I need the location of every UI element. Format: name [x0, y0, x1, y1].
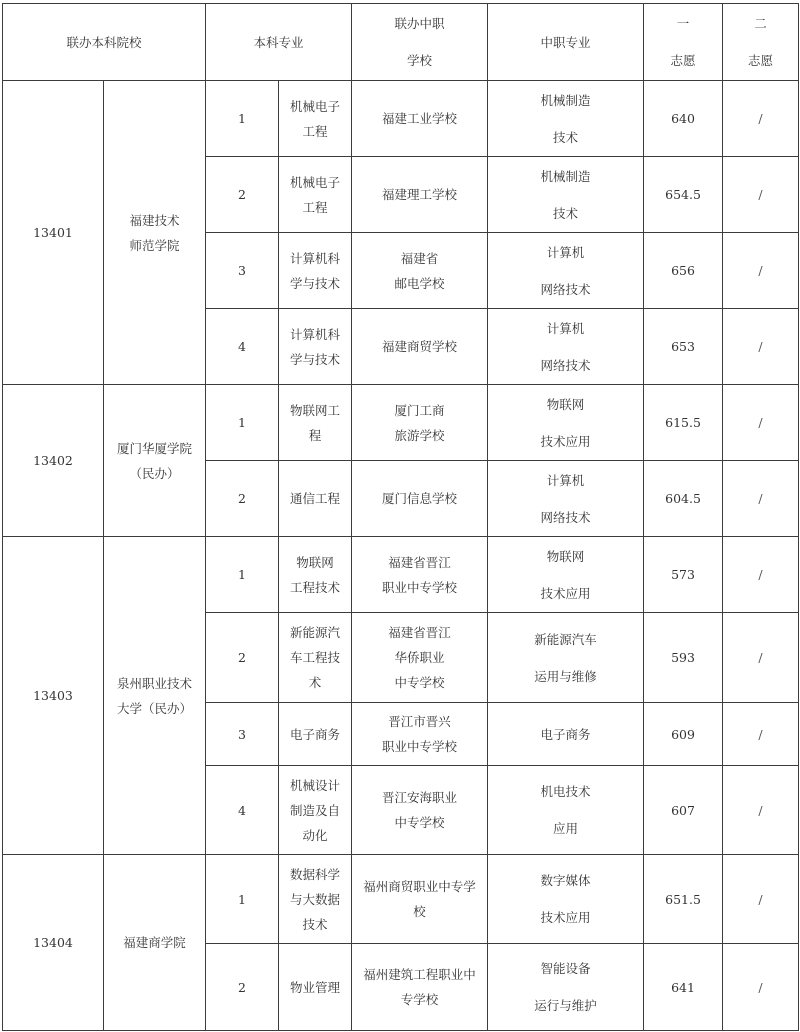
school-name: 泉州职业技术 大学（民办） — [104, 537, 206, 855]
first-choice-score: 604.5 — [644, 461, 723, 537]
major-name: 计算机科 学与技术 — [279, 233, 352, 309]
second-choice-score: / — [723, 766, 799, 855]
vocational-school-name: 福建理工学校 — [352, 157, 488, 233]
table-row — [3, 81, 799, 157]
row-number: 4 — [206, 309, 279, 385]
first-choice-score: 654.5 — [644, 157, 723, 233]
vocational-school-name: 福建省 邮电学校 — [352, 233, 488, 309]
major-name: 机械设计 制造及自 动化 — [279, 766, 352, 855]
row-number: 3 — [206, 703, 279, 766]
vocational-school-name: 厦门工商 旅游学校 — [352, 385, 488, 461]
vocational-major-name: 机械制造 技术 — [488, 157, 644, 233]
school-code: 13403 — [3, 537, 104, 855]
major-name: 通信工程 — [279, 461, 352, 537]
row-number: 1 — [206, 855, 279, 944]
header-vocational-major: 中职专业 — [488, 4, 644, 81]
first-choice-score: 607 — [644, 766, 723, 855]
row-number: 2 — [206, 613, 279, 703]
first-choice-score: 641 — [644, 944, 723, 1031]
major-name: 物业管理 — [279, 944, 352, 1031]
table-row — [3, 385, 799, 461]
admission-table — [2, 3, 799, 1031]
first-choice-score: 653 — [644, 309, 723, 385]
school-code: 13401 — [3, 81, 104, 385]
vocational-major-name: 物联网 技术应用 — [488, 385, 644, 461]
first-choice-score: 656 — [644, 233, 723, 309]
vocational-major-name: 机电技术 应用 — [488, 766, 644, 855]
first-choice-score: 640 — [644, 81, 723, 157]
header-school: 联办本科院校 — [3, 4, 206, 81]
vocational-major-name: 数字媒体 技术应用 — [488, 855, 644, 944]
major-name: 物联网 工程技术 — [279, 537, 352, 613]
header-choice-two: 二 志愿 — [723, 4, 799, 81]
school-name: 福建技术 师范学院 — [104, 81, 206, 385]
vocational-major-name: 计算机 网络技术 — [488, 309, 644, 385]
vocational-school-name: 福州建筑工程职业中 专学校 — [352, 944, 488, 1031]
second-choice-score: / — [723, 157, 799, 233]
vocational-school-name: 福建省晋江 华侨职业 中专学校 — [352, 613, 488, 703]
second-choice-score: / — [723, 461, 799, 537]
row-number: 1 — [206, 537, 279, 613]
major-name: 物联网工 程 — [279, 385, 352, 461]
major-name: 机械电子 工程 — [279, 157, 352, 233]
vocational-school-name: 福建省晋江 职业中专学校 — [352, 537, 488, 613]
vocational-school-name: 晋江市晋兴 职业中专学校 — [352, 703, 488, 766]
first-choice-score: 573 — [644, 537, 723, 613]
vocational-major-name: 机械制造 技术 — [488, 81, 644, 157]
row-number: 4 — [206, 766, 279, 855]
first-choice-score: 651.5 — [644, 855, 723, 944]
school-code: 13402 — [3, 385, 104, 537]
vocational-major-name: 物联网 技术应用 — [488, 537, 644, 613]
table-row — [3, 855, 799, 944]
first-choice-score: 593 — [644, 613, 723, 703]
row-number: 1 — [206, 81, 279, 157]
school-name: 福建商学院 — [104, 855, 206, 1031]
row-number: 2 — [206, 944, 279, 1031]
vocational-school-name: 福州商贸职业中专学 校 — [352, 855, 488, 944]
row-number: 2 — [206, 461, 279, 537]
major-name: 机械电子 工程 — [279, 81, 352, 157]
vocational-school-name: 晋江安海职业 中专学校 — [352, 766, 488, 855]
row-number: 2 — [206, 157, 279, 233]
second-choice-score: / — [723, 613, 799, 703]
vocational-school-name: 福建工业学校 — [352, 81, 488, 157]
vocational-school-name: 福建商贸学校 — [352, 309, 488, 385]
table-row — [3, 537, 799, 613]
school-name: 厦门华厦学院 （民办） — [104, 385, 206, 537]
vocational-major-name: 计算机 网络技术 — [488, 461, 644, 537]
major-name: 电子商务 — [279, 703, 352, 766]
second-choice-score: / — [723, 703, 799, 766]
first-choice-score: 609 — [644, 703, 723, 766]
major-name: 计算机科 学与技术 — [279, 309, 352, 385]
major-name: 数据科学 与大数据 技术 — [279, 855, 352, 944]
header-row — [3, 4, 799, 81]
first-choice-score: 615.5 — [644, 385, 723, 461]
second-choice-score: / — [723, 385, 799, 461]
vocational-major-name: 计算机 网络技术 — [488, 233, 644, 309]
vocational-major-name: 新能源汽车 运用与维修 — [488, 613, 644, 703]
vocational-school-name: 厦门信息学校 — [352, 461, 488, 537]
second-choice-score: / — [723, 944, 799, 1031]
vocational-major-name: 电子商务 — [488, 703, 644, 766]
major-name: 新能源汽 车工程技 术 — [279, 613, 352, 703]
vocational-major-name: 智能设备 运行与维护 — [488, 944, 644, 1031]
second-choice-score: / — [723, 81, 799, 157]
second-choice-score: / — [723, 309, 799, 385]
second-choice-score: / — [723, 537, 799, 613]
row-number: 1 — [206, 385, 279, 461]
header-major: 本科专业 — [206, 4, 352, 81]
second-choice-score: / — [723, 855, 799, 944]
row-number: 3 — [206, 233, 279, 309]
school-code: 13404 — [3, 855, 104, 1031]
header-choice-one: 一 志愿 — [644, 4, 723, 81]
second-choice-score: / — [723, 233, 799, 309]
header-vocational-school: 联办中职 学校 — [352, 4, 488, 81]
